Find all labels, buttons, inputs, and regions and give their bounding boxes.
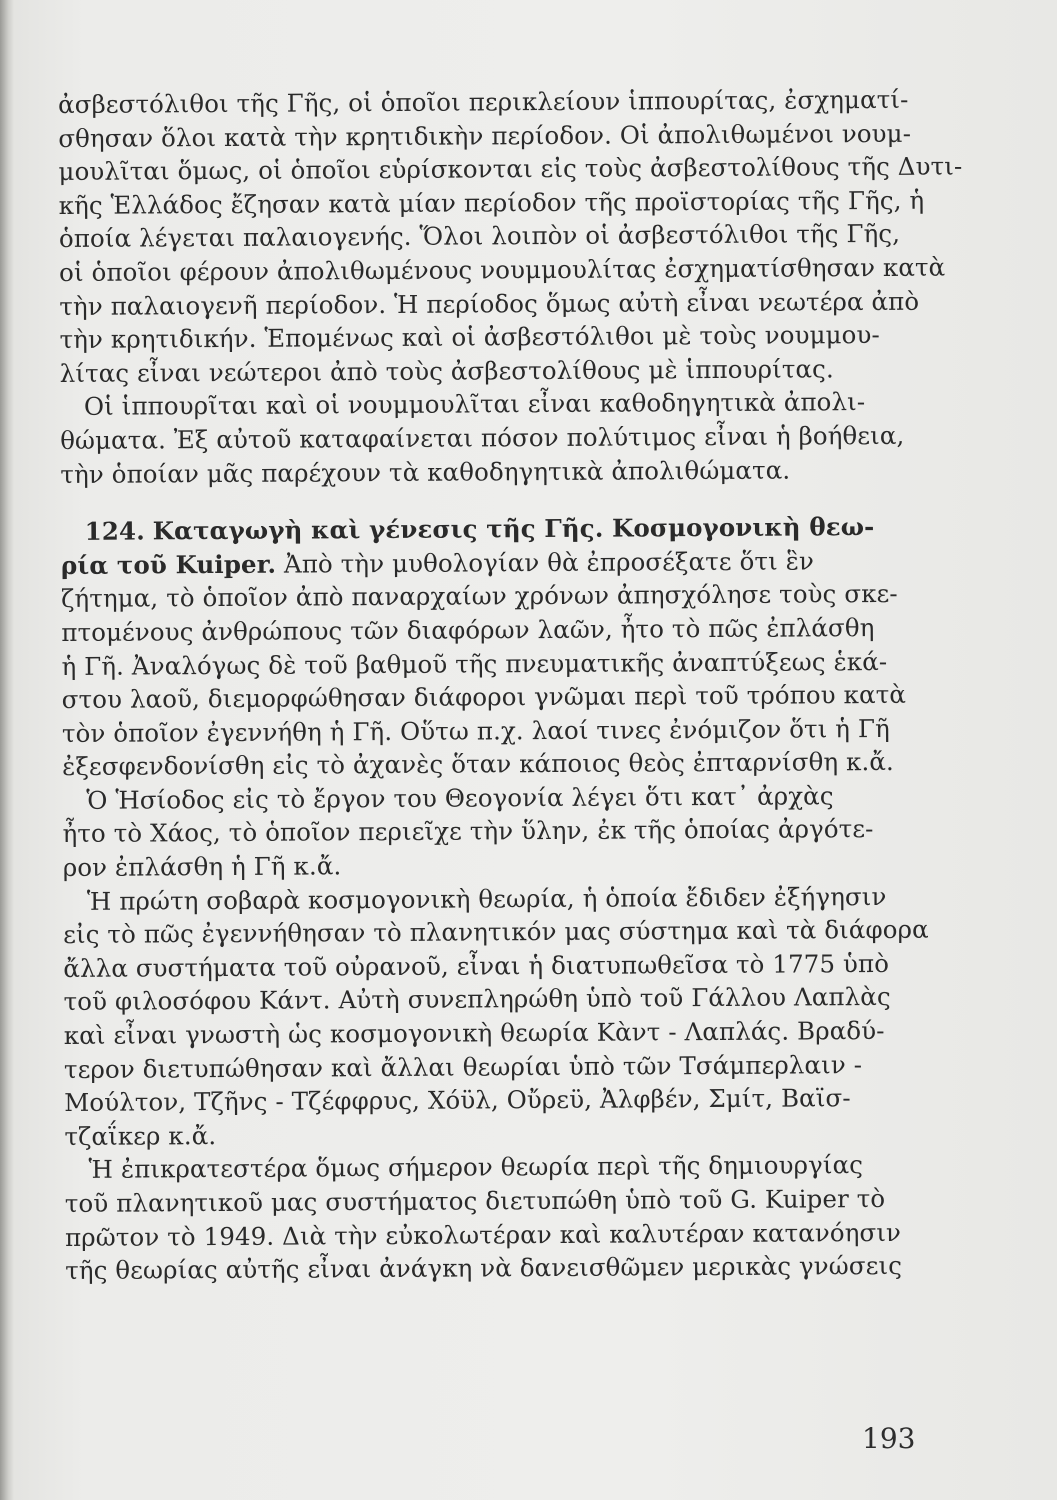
text-line: σθησαν ὅλοι κατὰ τὴν κρητιδικὴν περίοδον. Οἱ ἀπολιθωμένοι νουμ- bbox=[58, 118, 912, 153]
text-line: λίτας εἶναι νεώτεροι ἀπὸ τοὺς ἀσβεστολίθους μὲ ἱππουρίτας. bbox=[59, 354, 834, 388]
text-line: εἰς τὸ πῶς ἐγεννήθησαν τὸ πλανητικόν μας σύστημα καὶ τὰ διάφορα bbox=[63, 914, 929, 950]
text-line: τοῦ φιλοσόφου Κάντ. Αὐτὴ συνεπληρώθη ὑπὸ τοῦ Γάλλου Λαπλὰς bbox=[63, 982, 891, 1017]
text-line: ἀσβεστόλιθοι τῆς Γῆς, οἱ ὁποῖοι περικλείουν ἱππουρίτας, ἐσχηματί- bbox=[58, 84, 909, 119]
body-text bbox=[58, 83, 963, 1288]
text-line: κῆς Ἑλλάδος ἔζησαν κατὰ μίαν περίοδον τῆς προϊστορίας τῆς Γῆς, ἡ bbox=[58, 185, 925, 220]
text-line: ρον ἐπλάσθη ἡ Γῆ κ.ἄ. bbox=[62, 851, 342, 883]
text-line: ἐξεσφενδονίσθη εἰς τὸ ἀχανὲς ὅταν κάποιος θεὸς ἐπταρνίσθη κ.ἄ. bbox=[62, 747, 894, 782]
text-line: τὴν παλαιογενῆ περίοδον. Ἡ περίοδος ὅμως αὐτὴ εἶναι νεωτέρα ἀπὸ bbox=[59, 286, 920, 321]
page-number: 193 bbox=[862, 1422, 916, 1455]
text-line: ὁποία λέγεται παλαιογενής. Ὅλοι λοιπὸν οἱ ἀσβεστόλιθοι τῆς Γῆς, bbox=[58, 219, 901, 254]
text-line: τοῦ πλανητικοῦ μας συστήματος διετυπώθη ὑπὸ τοῦ G. Kuiper τὸ bbox=[64, 1183, 886, 1218]
section-title: Καταγωγὴ καὶ γένεσις τῆς Γῆς. Κοσμογονικὴ θεω- bbox=[152, 512, 875, 546]
text-line: ἄλλα συστήματα τοῦ οὐρανοῦ, εἶναι ἡ διατυπωθεῖσα τὸ 1775 ὑπὸ bbox=[63, 948, 890, 983]
text-line: μουλῖται ὅμως, οἱ ὁποῖοι εὑρίσκονται εἰς τοὺς ἀσβεστολίθους τῆς Δυτι- bbox=[58, 151, 963, 187]
text-line: τζαΐκερ κ.ἄ. bbox=[64, 1120, 217, 1151]
section-intro-text: Ἀπὸ τὴν μυθολογίαν θὰ ἐπροσέξατε ὅτι ἓν bbox=[283, 546, 814, 579]
section-number: 124. bbox=[84, 516, 145, 546]
text-line: ζήτημα, τὸ ὁποῖον ἀπὸ παναρχαίων χρόνων ἀπησχόλησε τοὺς σκε- bbox=[61, 579, 898, 614]
text-line: ἡ Γῆ. Ἀναλόγως δὲ τοῦ βαθμοῦ τῆς πνευματικῆς ἀναπτύξεως ἑκά- bbox=[61, 646, 888, 681]
text-line: τὸν ὁποῖον ἐγεννήθη ἡ Γῆ. Οὕτω π.χ. λαοί τινες ἐνόμιζον ὅτι ἡ Γῆ bbox=[61, 713, 890, 748]
text-line: στου λαοῦ, διεμορφώθησαν διάφοροι γνῶμαι περὶ τοῦ τρόπου κατὰ bbox=[61, 679, 907, 715]
text-line: πρῶτον τὸ 1949. Διὰ τὴν εὐκολωτέραν καὶ καλυτέραν κατανόησιν bbox=[64, 1217, 902, 1252]
section-heading bbox=[61, 510, 923, 549]
section-title-continued: ρία τοῦ Kuiper. bbox=[60, 549, 277, 580]
text-line: οἱ ὁποῖοι φέρουν ἀπολιθωμένους νουμμουλίτας ἐσχηματίσθησαν κατὰ bbox=[59, 252, 946, 287]
text-line: ἦτο τὸ Χάος, τὸ ὁποῖον περιεῖχε τὴν ὕλην, ἐκ τῆς ὁποίας ἀργότε- bbox=[62, 814, 874, 849]
text-line: θώματα. Ἐξ αὐτοῦ καταφαίνεται πόσον πολύτιμος εἶναι ἡ βοήθεια, bbox=[60, 420, 905, 455]
text-line: τὴν κρητιδικήν. Ἑπομένως καὶ οἱ ἀσβεστόλιθοι μὲ τοὺς νουμμου- bbox=[59, 320, 880, 355]
text-line: τῆς θεωρίας αὐτῆς εἶναι ἀνάγκη νὰ δανεισθῶμεν μερικὰς γνώσεις bbox=[65, 1251, 903, 1286]
binding-shadow bbox=[0, 0, 14, 1500]
text-line bbox=[61, 543, 923, 582]
text-line: Ὁ Ἡσίοδος εἰς τὸ ἔργον του Θεογονία λέγει ὅτι κατ᾽ ἀρχὰς bbox=[86, 781, 834, 815]
text-line: Ἡ ἐπικρατεστέρα ὅμως σήμερον θεωρία περὶ τῆς δημιουργίας bbox=[88, 1150, 864, 1185]
text-line: πτομένους ἀνθρώπους τῶν διαφόρων λαῶν, ἦτο τὸ πῶς ἐπλάσθη bbox=[61, 612, 875, 647]
text-line: τὴν ὁποίαν μᾶς παρέχουν τὰ καθοδηγητικὰ ἀπολιθώματα. bbox=[60, 455, 791, 489]
text-line: Μούλτον, Τζῆνς - Τζέφφρυς, Χόϋλ, Οὔρεϋ, Ἀλφβέν, Σμίτ, Βαϊσ- bbox=[64, 1083, 851, 1118]
text-line: Οἱ ἱππουρῖται καὶ οἱ νουμμουλῖται εἶναι καθοδηγητικὰ ἀπολι- bbox=[83, 387, 866, 422]
text-line: Ἡ πρώτη σοβαρὰ κοσμογονικὴ θεωρία, ἡ ὁποία ἔδιδεν ἐξήγησιν bbox=[86, 881, 887, 916]
text-line: καὶ εἶναι γνωστὴ ὡς κοσμογονικὴ θεωρία Κὰντ - Λαπλάς. Βραδύ- bbox=[63, 1016, 885, 1051]
text-line: τερον διετυπώθησαν καὶ ἄλλαι θεωρίαι ὑπὸ τῶν Τσάμπερλαιν - bbox=[63, 1049, 863, 1084]
